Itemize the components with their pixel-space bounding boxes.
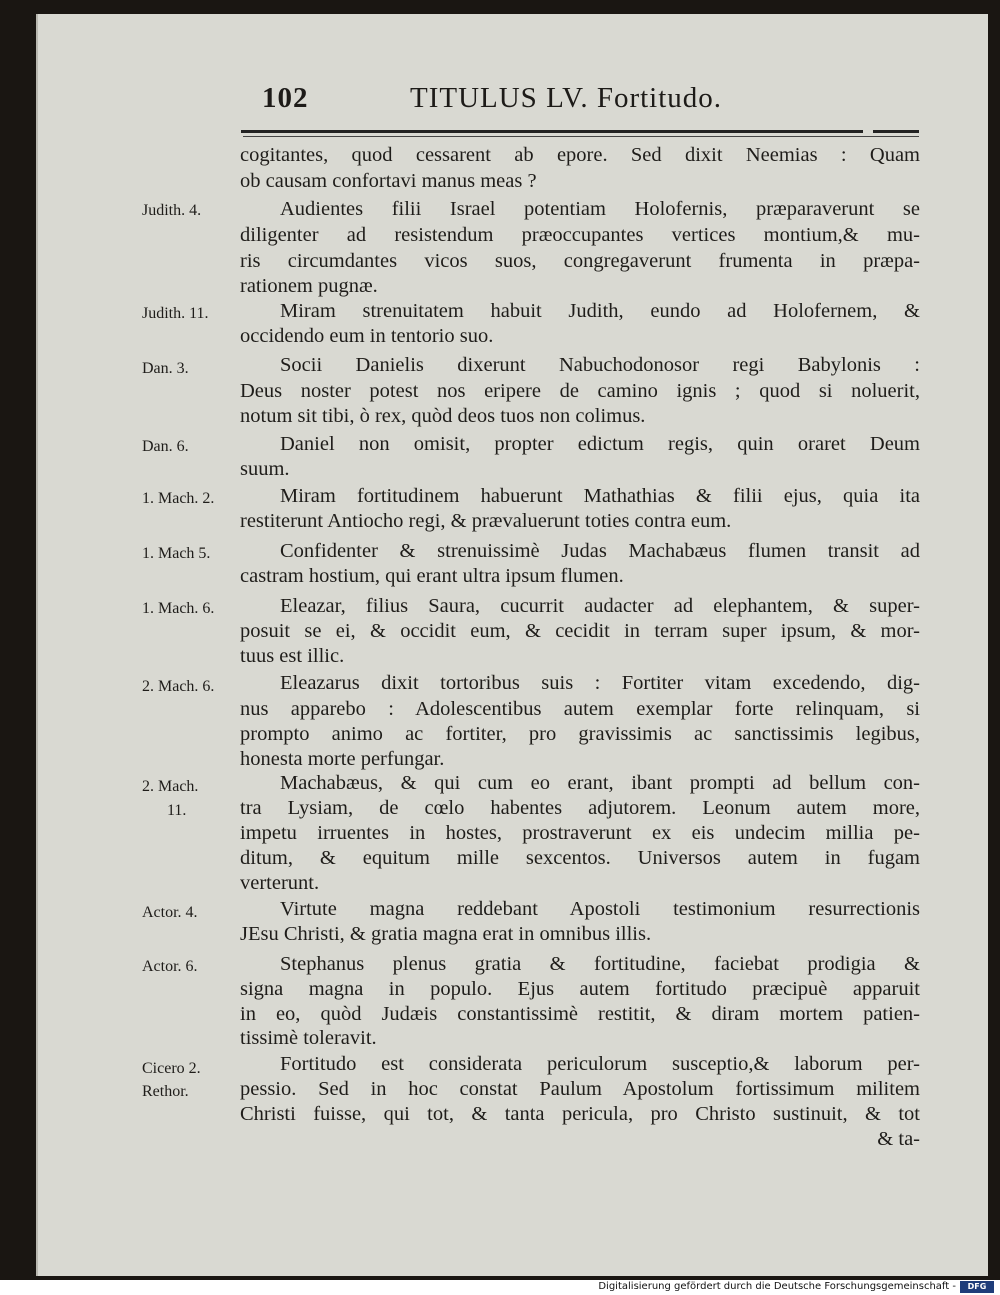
text-line: Audientes filii Israel potentiam Holofernis, præparaverunt se xyxy=(280,198,920,220)
margin-reference: 2. Mach. 6. xyxy=(142,678,215,695)
text-line: prompto animo ac fortiter, pro gravissimis ac sanctissimis legibus, xyxy=(240,723,920,745)
page-header xyxy=(262,82,772,115)
text-line: Eleazar, filius Saura, cucurrit audacter ad elephantem, & super- xyxy=(280,595,920,617)
text-line: signa magna in populo. Ejus autem fortitudo præcipuè apparuit xyxy=(240,978,920,1000)
dfg-logo: DFG xyxy=(960,1281,994,1293)
text-line: notum sit tibi, ò rex, quòd deos tuos non colimus. xyxy=(240,405,646,427)
text-line: Eleazarus dixit tortoribus suis : Fortiter vitam excedendo, dig- xyxy=(280,672,920,694)
margin-reference: Dan. 3. xyxy=(142,360,189,377)
margin-reference: 1. Mach. 6. xyxy=(142,600,215,617)
text-line: Virtute magna reddebant Apostoli testimonium resurrectionis xyxy=(280,898,920,920)
text-line: nus apparebo : Adolescentibus autem exemplar forte relinquam, si xyxy=(240,698,920,720)
margin-reference: Judith. 4. xyxy=(142,202,202,219)
text-line: cogitantes, quod cessarent ab epore. Sed dixit Neemias : Quam xyxy=(240,144,920,166)
text-line: castram hostium, qui erant ultra ipsum flumen. xyxy=(240,565,624,587)
text-line: Machabæus, & qui cum eo erant, ibant prompti ad bellum con- xyxy=(280,772,920,794)
text-line: verterunt. xyxy=(240,872,320,894)
text-line: in eo, quòd Judæis constantissimè restitit, & diram mortem patien- xyxy=(240,1003,920,1025)
margin-reference: Rethor. xyxy=(142,1083,189,1100)
text-line: pessio. Sed in hoc constat Paulum Apostolum fortissimum militem xyxy=(240,1078,920,1100)
margin-reference: Cicero 2. xyxy=(142,1060,201,1077)
text-line: honesta morte perfungar. xyxy=(240,748,445,770)
page-title: TITULUS LV. Fortitudo. xyxy=(410,82,723,114)
text-line: Confidenter & strenuissimè Judas Machabæus flumen transit ad xyxy=(280,540,920,562)
text-line: ris circumdantes vicos suos, congregaverunt frumenta in præpa- xyxy=(240,250,920,272)
text-line: restiterunt Antiocho regi, & prævaluerunt toties contra eum. xyxy=(240,510,732,532)
text-line: Miram strenuitatem habuit Judith, eundo ad Holofernem, & xyxy=(280,300,920,322)
margin-reference: 1. Mach. 2. xyxy=(142,490,215,507)
text-line: tuus est illic. xyxy=(240,645,345,667)
margin-reference: Dan. 6. xyxy=(142,438,189,455)
text-line: rationem pugnæ. xyxy=(240,275,378,297)
text-line: tra Lysiam, de cœlo habentes adjutorem. Leonum autem more, xyxy=(240,797,920,819)
text-line: Stephanus plenus gratia & fortitudine, faciebat prodigia & xyxy=(280,953,920,975)
text-line: ditum, & equitum mille sexcentos. Universos autem in fugam xyxy=(240,847,920,869)
text-line: Fortitudo est considerata periculorum susceptio,& laborum per- xyxy=(280,1053,920,1075)
text-line: Deus noster potest nos eripere de camino ignis ; quod si noluerit, xyxy=(240,380,920,402)
margin-reference: 1. Mach 5. xyxy=(142,545,211,562)
text-line: Daniel non omisit, propter edictum regis, quin oraret Deum xyxy=(280,433,920,455)
text-line: diligenter ad resistendum præoccupantes vertices montium,& mu- xyxy=(240,224,920,246)
text-line: Christi fuisse, qui tot, & tanta pericula, pro Christo sustinuit, & tot xyxy=(240,1103,920,1125)
margin-reference: 11. xyxy=(167,802,187,819)
header-rule-end xyxy=(873,130,919,133)
margin-reference: Actor. 4. xyxy=(142,904,198,921)
footer-bar xyxy=(0,1280,1000,1295)
margin-reference: Actor. 6. xyxy=(142,958,198,975)
text-line: posuit se ei, & occidit eum, & cecidit in terram super ipsum, & mor- xyxy=(240,620,920,642)
text-line: occidendo eum in tentorio suo. xyxy=(240,325,494,347)
text-line: ob causam confortavi manus meas ? xyxy=(240,170,537,192)
margin-reference: 2. Mach. xyxy=(142,778,199,795)
margin-reference: Judith. 11. xyxy=(142,305,209,322)
page-number: 102 xyxy=(262,82,309,114)
header-rule-thin xyxy=(243,136,919,137)
text-line: Socii Danielis dixerunt Nabuchodonosor regi Babylonis : xyxy=(280,354,920,376)
text-line: impetu irruentes in hostes, prostraverunt ex eis undecim millia pe- xyxy=(240,822,920,844)
text-line: suum. xyxy=(240,458,290,480)
text-line: JEsu Christi, & gratia magna erat in omnibus illis. xyxy=(240,923,652,945)
catchword: & ta- xyxy=(877,1128,920,1150)
funding-credit: Digitalisierung gefördert durch die Deutsche Forschungsgemeinschaft - xyxy=(598,1281,956,1292)
header-rule xyxy=(241,130,863,133)
text-line: Miram fortitudinem habuerunt Mathathias & filii ejus, quia ita xyxy=(280,485,920,507)
text-line: tissimè toleravit. xyxy=(240,1027,377,1049)
